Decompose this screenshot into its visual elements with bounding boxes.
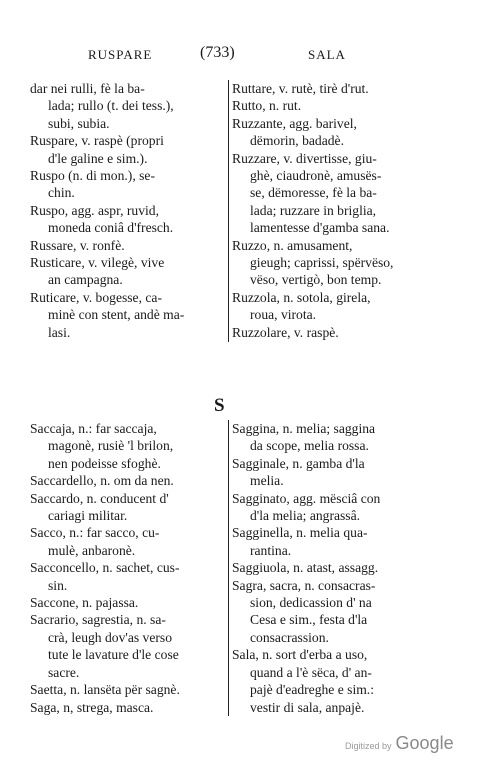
entry-continuation-line: nen podeisse sfoghè. [48, 455, 161, 471]
entry-headword-line: Ruzzolare, v. raspè. [232, 324, 339, 340]
entry-headword-line: Saetta, n. lansëta për sagnè. [30, 682, 180, 698]
entry-continuation-line: tute le lavature d'le cose [48, 647, 179, 663]
entry-headword-line: Saccardo, n. conducent d' [30, 490, 169, 506]
entry-headword-line: Sagginella, n. melia qua- [232, 525, 368, 541]
entry-headword-line: Sagra, sacra, n. consacras- [232, 577, 376, 593]
entry-continuation-line: sacre. [48, 664, 80, 680]
entry-continuation-line: vestir di sala, anpajè. [250, 699, 365, 715]
entry-headword-line: Sacrario, sagrestia, n. sa- [30, 612, 166, 628]
entry-headword-line: Saggina, n. melia; saggina [232, 421, 376, 436]
entry-continuation-line: mulè, anbaronè. [48, 542, 136, 558]
entry-continuation-line: an campagna. [48, 272, 123, 288]
entry-headword-line: Ruticare, v. bogesse, ca- [30, 289, 162, 305]
column-divider [228, 420, 229, 716]
entry-headword-line: Sacco, n.: far sacco, cu- [30, 525, 160, 541]
entry-headword-line: Ruzzare, v. divertisse, giu- [232, 150, 377, 166]
digitized-label: Digitized by [345, 741, 392, 751]
entry-headword-line: Saga, n, strega, masca. [30, 699, 154, 715]
entry-continuation-line: lamentesse d'gamba sana. [250, 220, 390, 236]
entry-headword-line: Ruspare, v. raspè (propri [30, 133, 164, 149]
entry-continuation-line: sin. [48, 577, 68, 593]
top-right-column [232, 80, 428, 341]
entry-continuation-line: d'la melia; angrassâ. [250, 508, 361, 524]
entry-headword-line: Saccaja, n.: far saccaja, [30, 421, 157, 436]
entry-continuation-line: subi, subia. [48, 115, 110, 131]
entry-continuation-line: cariagi militar. [48, 508, 128, 524]
header-right-guideword: SALA [308, 47, 346, 62]
header-left-guideword: RUSPARE [88, 47, 153, 62]
entry-continuation-line: roua, virota. [250, 307, 317, 323]
entry-continuation-line: rantina. [250, 542, 292, 558]
bottom-left-column [30, 420, 226, 716]
entry-continuation-line: melia. [250, 473, 284, 489]
digitized-watermark [345, 733, 454, 754]
entry-continuation-line: lada; rullo (t. dei tess.), [48, 98, 174, 114]
entry-continuation-line: minè con stent, andè ma- [48, 307, 185, 323]
entry-continuation-line: consacrassion. [250, 629, 329, 645]
section-letter: S [214, 395, 225, 416]
top-left-column [30, 80, 226, 341]
entry-headword-line: dar nei rulli, fè la ba- [30, 81, 145, 96]
entry-headword-line: Rutto, n. rut. [232, 98, 302, 114]
entry-continuation-line: se, dëmoresse, fè la ba- [250, 185, 377, 201]
entry-headword-line: Ruspo (n. di mon.), se- [30, 168, 155, 184]
entry-continuation-line: quand a l'è sëca, d' an- [250, 664, 372, 680]
entry-continuation-line: Cesa e sim., festa d'la [250, 612, 368, 628]
entry-continuation-line: magonè, rusiè 'l brilon, [48, 438, 174, 454]
entry-headword-line: Saccone, n. pajassa. [30, 595, 139, 611]
column-divider [228, 80, 229, 342]
entry-continuation-line: da scope, melia rossa. [250, 438, 369, 454]
entry-continuation-line: d'le galine e sim.). [48, 150, 148, 166]
entry-continuation-line: moneda coniâ d'fresch. [48, 220, 174, 236]
page-number: (733) [200, 44, 235, 61]
entry-headword-line: Saccardello, n. om da nen. [30, 473, 174, 489]
entry-headword-line: Sacconcello, n. sachet, cus- [30, 560, 180, 576]
entry-headword-line: Ruzzo, n. amusament, [232, 237, 353, 253]
entry-continuation-line: lasi. [48, 324, 71, 340]
entry-headword-line: Ruzzante, agg. barivel, [232, 115, 357, 131]
entry-headword-line: Ruspo, agg. aspr, ruvid, [30, 202, 159, 218]
entry-continuation-line: gieugh; caprissi, spërvëso, [250, 255, 394, 271]
entry-continuation-line: crà, leugh dov'as verso [48, 629, 172, 645]
entry-headword-line: Russare, v. ronfè. [30, 237, 125, 253]
entry-continuation-line: sion, dedicassion d' na [250, 595, 372, 611]
entry-continuation-line: chin. [48, 185, 75, 201]
entry-headword-line: Saggiuola, n. atast, assagg. [232, 560, 379, 576]
entry-headword-line: Rusticare, v. vilegè, vive [30, 255, 165, 271]
entry-headword-line: Ruzzola, n. sotola, girela, [232, 289, 371, 305]
entry-headword-line: Sagginato, agg. mësciâ con [232, 490, 381, 506]
entry-continuation-line: lada; ruzzare in briglia, [250, 202, 377, 218]
entry-continuation-line: vëso, vertigò, bon temp. [250, 272, 382, 288]
entry-headword-line: Sagginale, n. gamba d'la [232, 455, 365, 471]
bottom-right-column [232, 420, 428, 716]
entry-continuation-line: dëmorin, badadè. [250, 133, 344, 149]
entry-headword-line: Ruttare, v. rutè, tirè d'rut. [232, 81, 369, 96]
entry-headword-line: Sala, n. sort d'erba a uso, [232, 647, 368, 663]
entry-continuation-line: ghè, ciaudronè, amusës- [250, 168, 382, 184]
google-logo: Google [395, 733, 454, 753]
entry-continuation-line: pajè d'eadreghe e sim.: [250, 682, 374, 698]
